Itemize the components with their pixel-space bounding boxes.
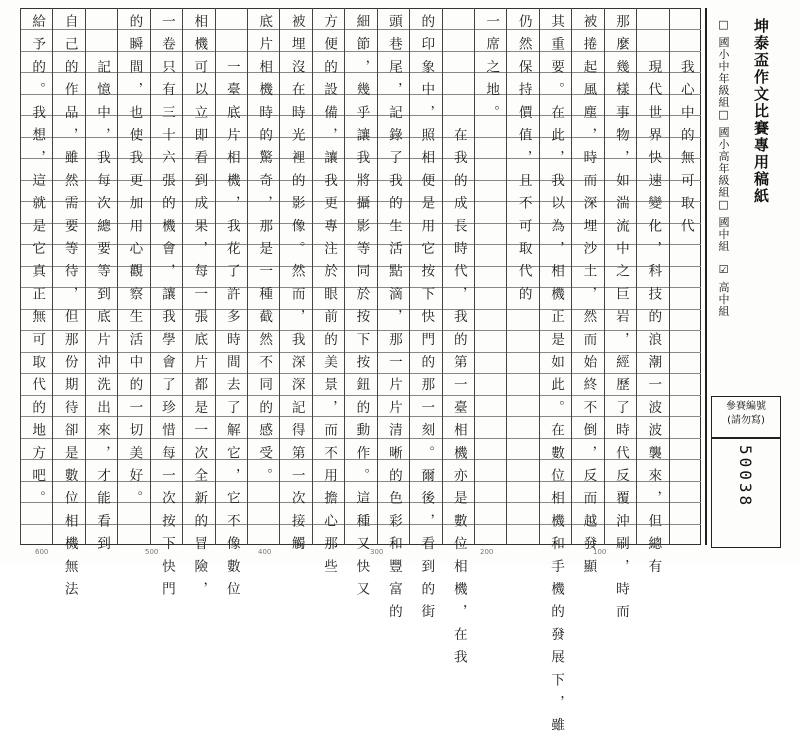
column-text: 的瞬間，也使我更加用心觀察生活中的一切美好。 xyxy=(126,14,143,514)
column-text: 一卷只有三十六張的機會，讓我學會了珍惜每一次按下快門 xyxy=(158,14,175,605)
manuscript-column xyxy=(279,8,312,559)
manuscript-column xyxy=(409,8,442,627)
column-text: 一席之地。 xyxy=(483,14,500,128)
grade-option-senior-high[interactable]: ☑ 高中組 xyxy=(717,263,730,318)
column-text: 現代世界快速變化，科技的浪潮一波波襲來，但總有 xyxy=(645,14,662,582)
manuscript-column xyxy=(117,8,150,545)
column-text: 細節，幾乎讓我將攝影等同於按下按鈕的動作。這種又快又 xyxy=(353,14,370,605)
grade-option-elementary-upper[interactable]: □ 國小高年級組 xyxy=(717,108,730,199)
manuscript-column xyxy=(312,8,345,582)
manuscript-column xyxy=(247,8,280,545)
manuscript-column xyxy=(604,8,637,627)
entry-number-value: 50038 xyxy=(736,445,755,509)
manuscript-column xyxy=(182,8,215,605)
manuscript-column xyxy=(442,8,475,673)
manuscript-column xyxy=(636,8,669,582)
manuscript-column xyxy=(474,8,507,545)
entry-number-label-box xyxy=(711,396,781,438)
manuscript-column xyxy=(506,8,539,545)
footer-count-marker: 100 xyxy=(593,548,607,556)
manuscript-column xyxy=(52,8,85,605)
manuscript-column xyxy=(85,8,118,559)
entry-number-box xyxy=(711,438,781,548)
form-header xyxy=(705,8,792,545)
column-text: 自己的作品，雖然需要等待，但那份期待卻是數位相機無法 xyxy=(61,14,78,605)
footer-count-marker: 500 xyxy=(145,548,159,556)
manuscript-column xyxy=(215,8,248,605)
column-text: 一臺底片相機，我花了許多時間去了解它，它不像數位 xyxy=(223,14,240,605)
form-title: 坤泰盃作文比賽專用稿紙 xyxy=(752,18,770,205)
manuscript-column xyxy=(20,8,53,545)
manuscript-column xyxy=(669,8,702,545)
footer-count-marker: 600 xyxy=(35,548,49,556)
entry-number-label: 參賽編號 xyxy=(726,401,766,412)
column-text: 相機可以立即看到成果，每一張底片都是一次全新的冒險， xyxy=(191,14,208,605)
column-text: 我心中的無可取代 xyxy=(677,14,694,241)
column-text: 被埋沒在時光裡的影像。然而，我深深記得第一次接觸 xyxy=(288,14,305,559)
manuscript-column xyxy=(539,8,572,740)
footer-count-marker: 400 xyxy=(258,548,272,556)
column-text: 給予的。我想，這就是它真正無可取代的地方吧。 xyxy=(29,14,46,514)
column-text: 其重要。在此，我以為，相機正是如此。在數位相機和手機的發展下，雖 xyxy=(548,14,565,740)
column-text: 的印象中，照相便是用它按下快門的那一刻。爾後，看到的街 xyxy=(418,14,435,627)
grade-option-junior-high[interactable]: □ 國中組 xyxy=(717,198,730,253)
entry-number-note: (請勿寫) xyxy=(727,415,765,426)
column-text: 在我的成長時代，我的第一臺相機亦是數位相機，在我 xyxy=(450,14,467,673)
column-text: 那麼幾樣事物，如湍流中之巨岩，經歷了時代反覆沖刷，時而 xyxy=(612,14,629,627)
column-text: 仍然保持價值，且不可取代的 xyxy=(515,14,532,310)
column-text: 方便的設備，讓我更專注於眼前的美景，而不用擔心那些 xyxy=(321,14,338,582)
footer-count-marker: 300 xyxy=(370,548,384,556)
column-text: 底片相機時的驚奇，那是一種截然不同的感受。 xyxy=(256,14,273,491)
column-text: 被捲起風塵，時而深埋沙土，然而始終不倒，反而越發顯 xyxy=(580,14,597,582)
column-text: 記憶中，我每次總要等到底片沖洗出來，才能看到 xyxy=(94,14,111,559)
grade-option-elementary-middle[interactable]: □ 國小中年級組 xyxy=(717,18,730,109)
column-text: 頭巷尾，記錄了我的生活點滴，那一片片清晰的色彩和豐富的 xyxy=(385,14,402,627)
footer-count-marker: 200 xyxy=(480,548,494,556)
